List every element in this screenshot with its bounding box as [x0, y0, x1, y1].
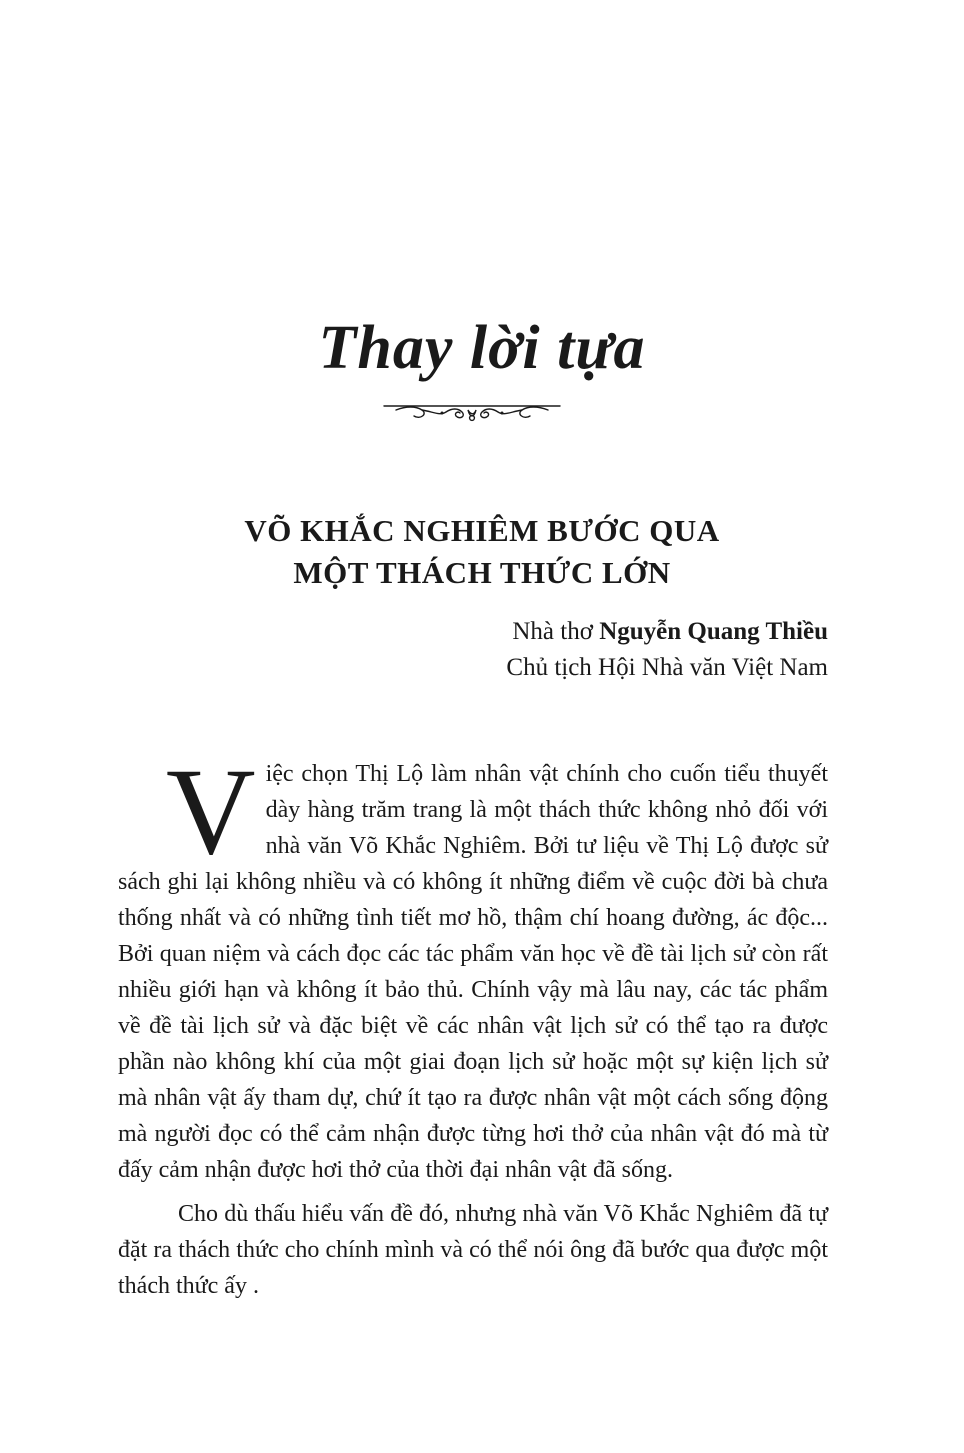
paragraph-1	[118, 743, 828, 1188]
author-role: Chủ tịch Hội Nhà văn Việt Nam	[506, 654, 828, 681]
author-prefix: Nhà thơ	[512, 618, 600, 645]
paragraph-1-text: iệc chọn Thị Lộ làm nhân vật chính cho cuốn tiểu thuyết dày hàng trăm trang là một thách thức không nhỏ đối với nhà văn Võ Khắc Nghiêm. Bởi tư liệu về Thị Lộ được sử sách ghi lại không nhiều và có không ít những điểm về cuộc đời bà chưa thống nhất và có những tình tiết mơ hồ, thậm chí hoang đường, ác độc... Bởi quan niệm và cách đọc các tác phẩm văn học về đề tài lịch sử còn rất nhiều giới hạn và không ít bảo thủ. Chính vậy mà lâu nay, các tác phẩm về đề tài lịch sử và đặc biệt về các nhân vật lịch sử có thể tạo ra được phần nào không khí của một giai đoạn lịch sử hoặc một sự kiện lịch sử mà nhân vật ấy tham dự, chứ ít tạo ra được nhân vật một cách sống động mà người đọc có thể cảm nhận được từng hơi thở của nhân vật đó mà từ đấy cảm nhận được hơi thở của thời đại nhân vật đã sống.	[118, 761, 828, 1183]
flourish-ornament-icon	[382, 396, 562, 428]
author-byline	[506, 614, 828, 686]
paragraph-2: Cho dù thấu hiểu vấn đề đó, nhưng nhà văn Võ Khắc Nghiêm đã tự đặt ra thách thức cho chính mình và có thể nói ông đã bước qua được một thách thức ấy .	[118, 1201, 828, 1299]
author-line	[506, 614, 828, 650]
drop-cap: V	[166, 743, 256, 880]
heading-line-2: MỘT THÁCH THỨC LỚN	[293, 555, 671, 590]
article-heading	[0, 510, 964, 594]
heading-line-1: VÕ KHẮC NGHIÊM BƯỚC QUA	[244, 513, 720, 548]
body-text	[118, 743, 828, 1304]
author-name: Nguyễn Quang Thiều	[599, 618, 828, 645]
chapter-title: Thay lời tựa	[318, 314, 646, 382]
